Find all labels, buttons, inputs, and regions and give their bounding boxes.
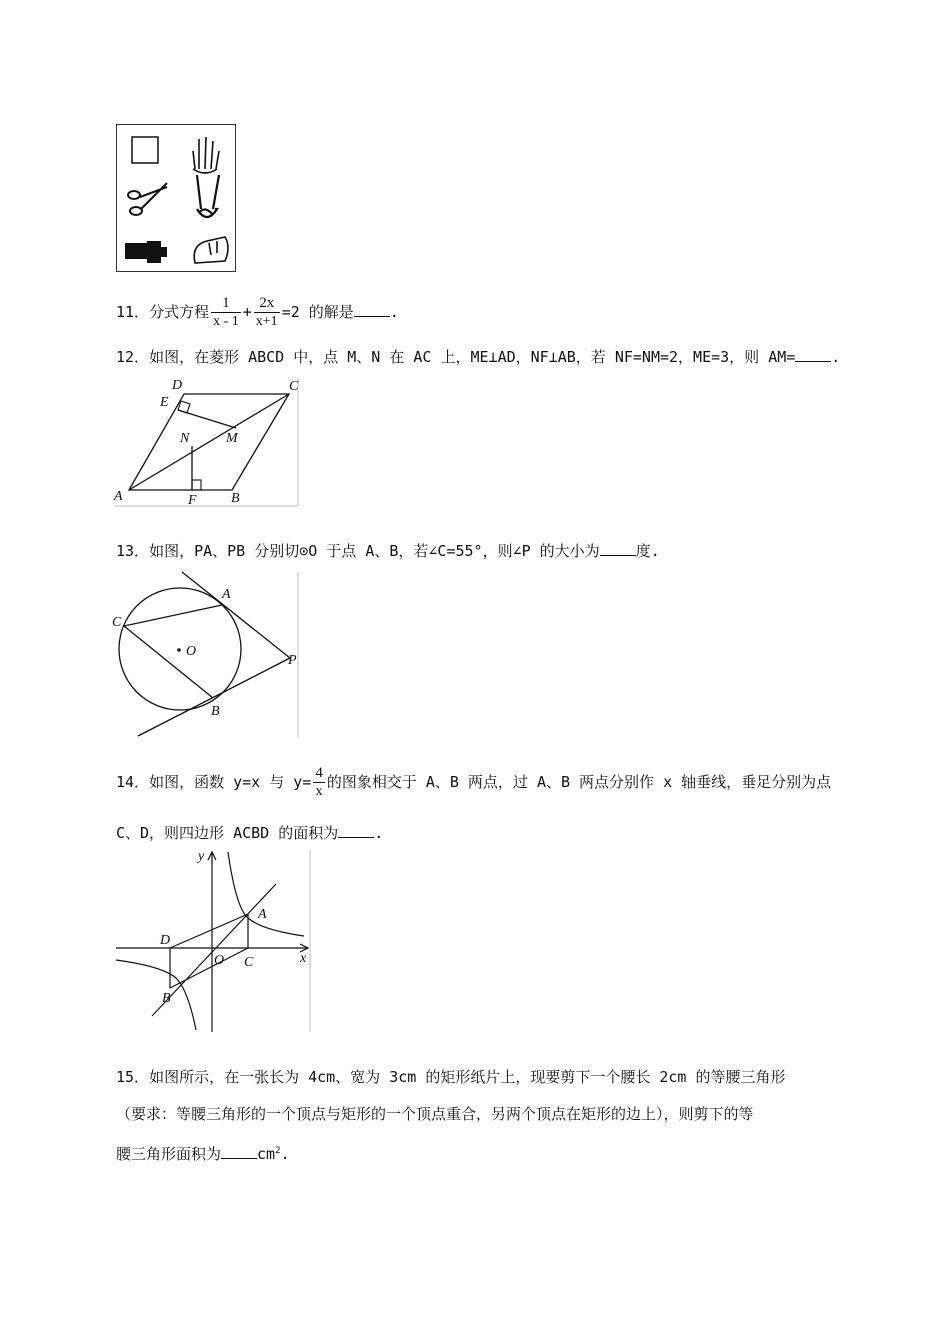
q13-text: 如图，PA、PB 分别切⊙O 于点 A、B，若∠C=55°，则∠P 的大小为 [149,542,600,560]
tangent-pa [182,572,290,658]
label-f: F [188,493,197,508]
label-b: B [162,991,171,1006]
q15-line1: 如图所示，在一张长为 4cm、宽为 3cm 的矩形纸片上，现要剪下一个腰长 2cm 的等腰三角形 [149,1068,786,1086]
q13-answer-blank[interactable] [600,541,636,556]
question-14-line-2 [116,823,383,843]
q11-frac2-num: 2x [254,295,280,313]
gesture-figure [116,124,236,272]
q15-number: 15． [116,1068,150,1086]
hyperbola-figure [112,848,314,1038]
label-e: E [160,395,169,410]
center-dot [177,648,181,652]
chord-cb [124,626,213,698]
label-a: A [258,907,267,922]
q11-number: 11． [116,303,150,321]
q11-frac1-num: 1 [211,295,241,313]
label-n: N [180,431,190,446]
tangent-pb [138,658,290,736]
square-icon [132,137,158,163]
label-a: A [222,587,231,602]
q15-unit: cm [257,1145,276,1163]
label-m: M [226,431,238,446]
q15-end: . [280,1145,290,1163]
q14-frac-den: x [315,784,323,799]
rhombus-figure-svg [112,376,302,508]
q12-answer-blank[interactable] [795,347,831,362]
q14-answer-blank[interactable] [338,823,374,838]
q11-plus: + [242,303,252,321]
q15-answer-blank[interactable] [221,1144,257,1159]
label-x: x [300,951,307,966]
diagonal-ac [129,394,289,490]
hyperbola-branch-2 [116,960,196,1030]
q12-text: 如图，在菱形 ABCD 中，点 M、N 在 AC 上，ME⊥AD，NF⊥AB，若 NF=NM=2，ME=3，则 AM= [149,348,796,366]
label-a: A [114,489,123,504]
q15-unit-sup: 2 [275,1146,281,1156]
question-12 [116,347,840,367]
q11-fraction-2 [254,295,280,330]
question-15-line-2 [116,1104,754,1124]
segment-bc [170,948,248,988]
label-d: D [172,378,183,393]
q11-prefix: 分式方程 [149,303,210,321]
q14-line2: C、D，则四边形 ACBD 的面积为 [116,824,339,842]
rhombus-figure [112,376,302,512]
label-b: B [211,704,220,719]
q14-frac-num: 4 [315,765,323,781]
q11-end: . [389,303,399,321]
victory-hand-icon [197,175,219,217]
q14-number: 14． [116,773,150,791]
line-y-equals-x [152,884,276,1016]
right-angle-f [192,480,201,490]
hammer-icon [125,241,167,263]
circle-tangent-figure-svg [110,570,302,742]
question-15-line-3 [116,1141,290,1164]
label-o: O [214,953,225,968]
q13-number: 13． [116,542,150,560]
label-p: P [288,653,297,668]
q15-line3-prefix: 腰三角形面积为 [116,1145,222,1163]
label-d: D [160,933,171,948]
q11-suffix: =2 的解是 [281,303,354,321]
chord-ca [124,605,222,626]
question-13 [116,541,660,561]
q14-fraction [313,765,325,800]
q13-end: 度. [635,542,660,560]
q14-prefix: 如图，函数 y=x 与 y= [149,773,312,791]
circle-tangent-figure [110,570,302,746]
open-hand-icon [193,137,219,173]
label-o: O [186,644,197,659]
label-c: C [112,615,122,630]
q12-number: 12． [116,348,150,366]
question-11 [116,292,399,332]
fist-icon [194,237,228,263]
gesture-figure-svg [117,125,235,271]
label-b: B [231,491,240,506]
segment-da [170,914,248,948]
q11-fraction-1 [211,295,241,330]
scissors-icon [128,183,167,215]
question-14-line-1 [116,762,831,802]
q15-line2: （要求：等腰三角形的一个顶点与矩形的一个顶点重合，另两个顶点在矩形的边上），则剪下的等 [116,1105,754,1123]
question-15-line-1 [116,1067,786,1087]
q11-frac2-den: x+1 [255,314,278,329]
q12-end: . [831,348,841,366]
q14-suffix: 的图象相交于 A、B 两点，过 A、B 两点分别作 x 轴垂线，垂足分别为点 [326,773,832,791]
label-c: C [289,379,299,394]
label-c: C [244,955,254,970]
label-y: y [198,849,205,864]
hyperbola-figure-svg [112,848,314,1034]
q11-frac1-den: x - 1 [213,314,239,329]
q14-end: . [374,824,384,842]
q11-answer-blank[interactable] [354,302,390,317]
